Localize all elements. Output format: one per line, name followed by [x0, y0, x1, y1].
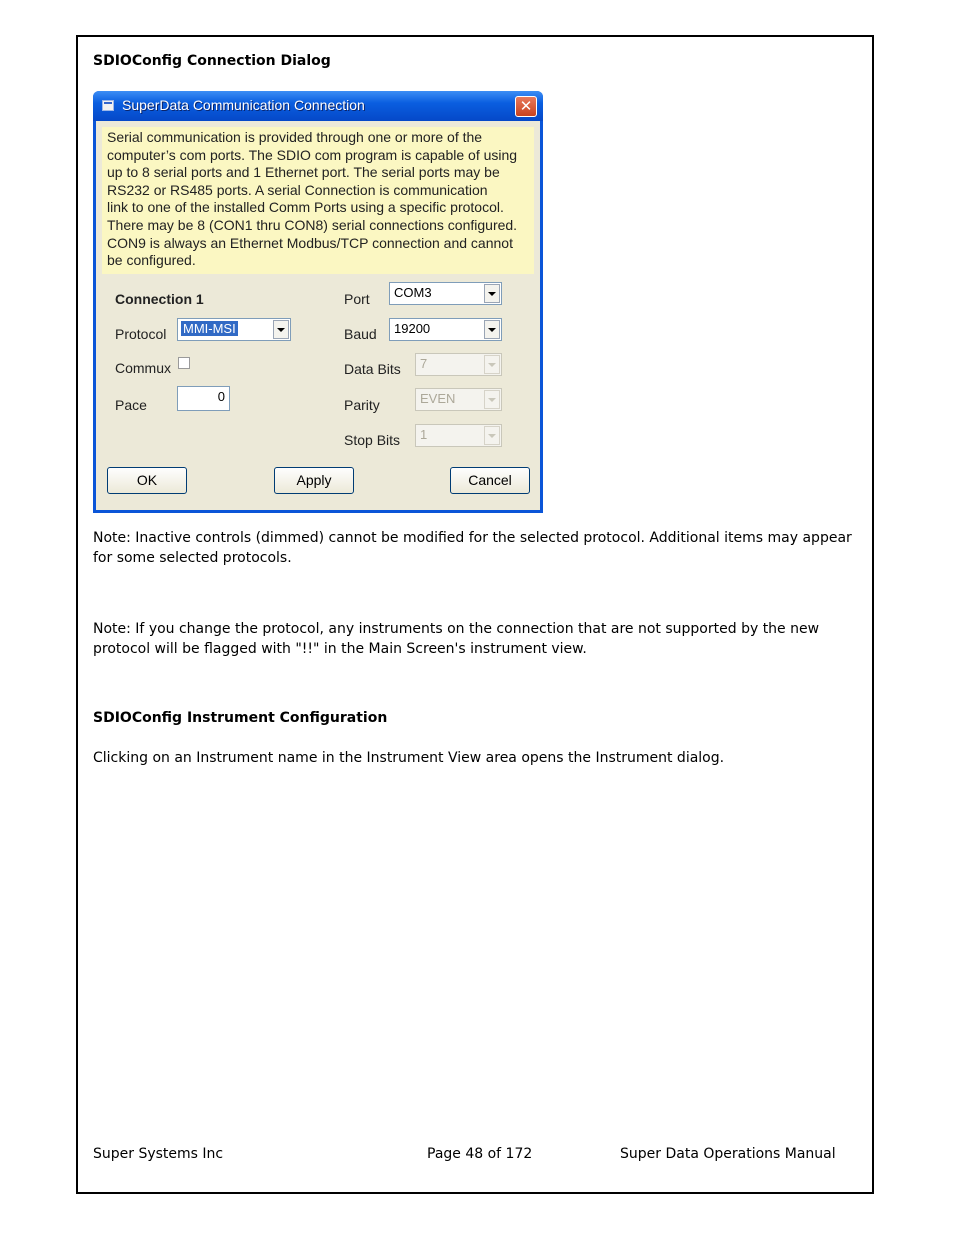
pace-label: Pace [115, 397, 147, 413]
window-icon [102, 100, 114, 111]
close-icon: ✕ [519, 97, 533, 115]
cancel-button[interactable]: Cancel [450, 467, 530, 494]
dialog-title: SuperData Communication Connection [122, 97, 365, 113]
data-bits-select [415, 353, 502, 376]
parity-select [415, 388, 502, 411]
chevron-down-icon[interactable] [484, 284, 500, 303]
data-bits-label: Data Bits [344, 361, 401, 377]
note-protocol-change: Note: If you change the protocol, any instruments on the connection that are not supported by the new protocol will be flagged with "!!" in the Main Screen's instrument view. [93, 621, 820, 657]
stop-bits-select [415, 424, 502, 447]
apply-button[interactable]: Apply [274, 467, 354, 494]
section-heading-connection-dialog: SDIOConfig Connection Dialog [93, 53, 331, 69]
note-inactive-controls: Note: Inactive controls (dimmed) cannot be modified for the selected protocol. Additional items may appear for some selected protocols. [93, 530, 852, 566]
data-bits-value: 7 [420, 356, 428, 371]
ok-button[interactable]: OK [107, 467, 187, 494]
chevron-down-icon [484, 355, 500, 374]
baud-value: 19200 [394, 321, 431, 336]
port-select[interactable] [389, 282, 502, 305]
close-button[interactable] [515, 96, 537, 117]
chevron-down-icon[interactable] [484, 320, 500, 339]
dialog-client-area [96, 121, 540, 510]
footer-company: Super Systems Inc [93, 1146, 224, 1162]
pace-input[interactable]: 0 [177, 386, 230, 411]
protocol-select[interactable] [177, 318, 291, 341]
info-text: Serial communication is provided through one or more of the computer’s com ports. The SDIO com program is capable of using up to 8 serial ports and 1 Ethernet port. The serial ports may be RS232 or RS485 ports. A serial Connection is communication link to one of the installed Comm Ports using a specific protocol. There may be 8 (CON1 thru CON8) serial connections configured. CON9 is always an Ethernet Modbus/TCP connection and cannot be configured. [102, 127, 534, 274]
commux-checkbox[interactable] [178, 357, 190, 369]
connection-label: Connection 1 [115, 291, 204, 307]
chevron-down-icon[interactable] [273, 320, 289, 339]
stop-bits-value: 1 [420, 427, 428, 442]
parity-label: Parity [344, 397, 380, 413]
baud-select[interactable] [389, 318, 502, 341]
connection-dialog [93, 91, 543, 513]
stop-bits-label: Stop Bits [344, 432, 401, 448]
dialog-titlebar[interactable] [93, 91, 543, 121]
port-value: COM3 [394, 285, 432, 300]
instrument-config-text: Clicking on an Instrument name in the Instrument View area opens the Instrument dialog. [93, 750, 725, 766]
chevron-down-icon [484, 390, 500, 409]
baud-label: Baud [344, 326, 377, 342]
parity-value: EVEN [420, 391, 456, 406]
protocol-value: MMI-MSI [183, 321, 236, 336]
footer-page-number: Page 48 of 172 [427, 1146, 533, 1162]
section-heading-instrument-config: SDIOConfig Instrument Configuration [93, 710, 388, 726]
commux-label: Commux [115, 360, 172, 376]
protocol-label: Protocol [115, 326, 167, 342]
footer-manual-title: Super Data Operations Manual [620, 1146, 836, 1162]
chevron-down-icon [484, 426, 500, 445]
port-label: Port [344, 291, 370, 307]
